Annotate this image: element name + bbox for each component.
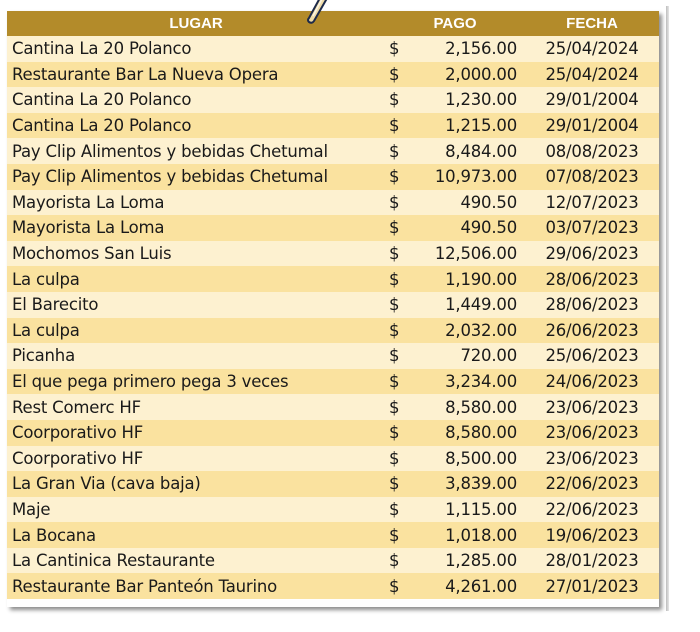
cell-fecha: 12/07/2023 [525, 190, 659, 216]
cell-lugar: La Cantinica Restaurante [7, 548, 385, 574]
cell-lugar: Mochomos San Luis [7, 241, 385, 267]
expense-sheet [7, 11, 659, 607]
cell-pago: 12,506.00 [415, 241, 525, 267]
cell-fecha: 22/06/2023 [525, 497, 659, 523]
cell-currency: $ [385, 573, 415, 599]
paperclip-icon [305, 0, 329, 24]
cell-fecha: 28/06/2023 [525, 266, 659, 292]
cell-lugar: Rest Comerc HF [7, 394, 385, 420]
cell-lugar: Restaurante Bar Panteón Taurino [7, 573, 385, 599]
cell-currency: $ [385, 497, 415, 523]
cell-lugar: Pay Clip Alimentos y bebidas Chetumal [7, 138, 385, 164]
cell-currency: $ [385, 87, 415, 113]
cell-fecha: 29/06/2023 [525, 241, 659, 267]
cell-pago: 1,018.00 [415, 522, 525, 548]
table-row [7, 420, 659, 446]
cell-lugar: La culpa [7, 318, 385, 344]
cell-pago: 3,839.00 [415, 471, 525, 497]
cell-pago: 2,000.00 [415, 62, 525, 88]
cell-lugar: El que pega primero pega 3 veces [7, 369, 385, 395]
table-row [7, 241, 659, 267]
cell-lugar: Maje [7, 497, 385, 523]
cell-fecha: 23/06/2023 [525, 394, 659, 420]
cell-fecha: 29/01/2004 [525, 87, 659, 113]
cell-fecha: 28/06/2023 [525, 292, 659, 318]
cell-currency: $ [385, 292, 415, 318]
table-row [7, 573, 659, 599]
cell-currency: $ [385, 266, 415, 292]
table-row [7, 497, 659, 523]
cell-pago: 1,215.00 [415, 113, 525, 139]
table-row [7, 446, 659, 472]
table-row [7, 138, 659, 164]
table-row [7, 343, 659, 369]
table-row [7, 87, 659, 113]
cell-fecha: 25/06/2023 [525, 343, 659, 369]
table-row [7, 369, 659, 395]
cell-fecha: 22/06/2023 [525, 471, 659, 497]
cell-fecha: 24/06/2023 [525, 369, 659, 395]
cell-currency: $ [385, 241, 415, 267]
cell-pago: 1,230.00 [415, 87, 525, 113]
cell-fecha: 23/06/2023 [525, 446, 659, 472]
cell-pago: 3,234.00 [415, 369, 525, 395]
table-row [7, 394, 659, 420]
cell-pago: 1,115.00 [415, 497, 525, 523]
cell-lugar: La Bocana [7, 522, 385, 548]
table-row [7, 266, 659, 292]
cell-lugar: El Barecito [7, 292, 385, 318]
cell-currency: $ [385, 343, 415, 369]
cell-currency: $ [385, 164, 415, 190]
cell-currency: $ [385, 138, 415, 164]
cell-lugar: Cantina La 20 Polanco [7, 87, 385, 113]
cell-currency: $ [385, 318, 415, 344]
cell-fecha: 07/08/2023 [525, 164, 659, 190]
cell-pago: 720.00 [415, 343, 525, 369]
cell-currency: $ [385, 36, 415, 62]
cell-currency: $ [385, 190, 415, 216]
table-row [7, 215, 659, 241]
table-row [7, 522, 659, 548]
cell-fecha: 19/06/2023 [525, 522, 659, 548]
cell-pago: 8,484.00 [415, 138, 525, 164]
cell-fecha: 25/04/2024 [525, 36, 659, 62]
cell-fecha: 26/06/2023 [525, 318, 659, 344]
table-row [7, 113, 659, 139]
cell-fecha: 29/01/2004 [525, 113, 659, 139]
cell-lugar: Coorporativo HF [7, 446, 385, 472]
cell-currency: $ [385, 394, 415, 420]
cell-pago: 8,580.00 [415, 394, 525, 420]
cell-currency: $ [385, 215, 415, 241]
table-row [7, 62, 659, 88]
cell-currency: $ [385, 420, 415, 446]
cell-currency: $ [385, 471, 415, 497]
cell-lugar: Cantina La 20 Polanco [7, 36, 385, 62]
cell-currency: $ [385, 548, 415, 574]
cell-fecha: 25/04/2024 [525, 62, 659, 88]
cell-lugar: Cantina La 20 Polanco [7, 113, 385, 139]
table-row [7, 36, 659, 62]
cell-currency: $ [385, 369, 415, 395]
cell-fecha: 23/06/2023 [525, 420, 659, 446]
cell-lugar: La Gran Via (cava baja) [7, 471, 385, 497]
table-row [7, 190, 659, 216]
table-row [7, 471, 659, 497]
cell-pago: 2,156.00 [415, 36, 525, 62]
cell-currency: $ [385, 113, 415, 139]
cell-currency: $ [385, 446, 415, 472]
table-row [7, 548, 659, 574]
cell-pago: 1,285.00 [415, 548, 525, 574]
cell-lugar: Picanha [7, 343, 385, 369]
cell-pago: 490.50 [415, 215, 525, 241]
page-edge-shadow [666, 6, 669, 611]
cell-pago: 8,500.00 [415, 446, 525, 472]
cell-fecha: 27/01/2023 [525, 573, 659, 599]
cell-currency: $ [385, 522, 415, 548]
cell-pago: 8,580.00 [415, 420, 525, 446]
cell-lugar: La culpa [7, 266, 385, 292]
cell-fecha: 03/07/2023 [525, 215, 659, 241]
cell-fecha: 08/08/2023 [525, 138, 659, 164]
column-header-fecha: FECHA [525, 11, 659, 36]
cell-pago: 4,261.00 [415, 573, 525, 599]
column-header-pago: PAGO [385, 11, 525, 36]
cell-pago: 1,449.00 [415, 292, 525, 318]
table-row [7, 318, 659, 344]
table-row [7, 292, 659, 318]
column-header-lugar: LUGAR [7, 11, 385, 36]
cell-pago: 10,973.00 [415, 164, 525, 190]
cell-pago: 2,032.00 [415, 318, 525, 344]
cell-lugar: Mayorista La Loma [7, 190, 385, 216]
cell-lugar: Restaurante Bar La Nueva Opera [7, 62, 385, 88]
cell-pago: 1,190.00 [415, 266, 525, 292]
cell-currency: $ [385, 62, 415, 88]
table-header-row [7, 11, 659, 36]
cell-lugar: Coorporativo HF [7, 420, 385, 446]
cell-lugar: Pay Clip Alimentos y bebidas Chetumal [7, 164, 385, 190]
cell-lugar: Mayorista La Loma [7, 215, 385, 241]
table-row [7, 164, 659, 190]
cell-fecha: 28/01/2023 [525, 548, 659, 574]
cell-pago: 490.50 [415, 190, 525, 216]
expense-table [7, 11, 659, 599]
